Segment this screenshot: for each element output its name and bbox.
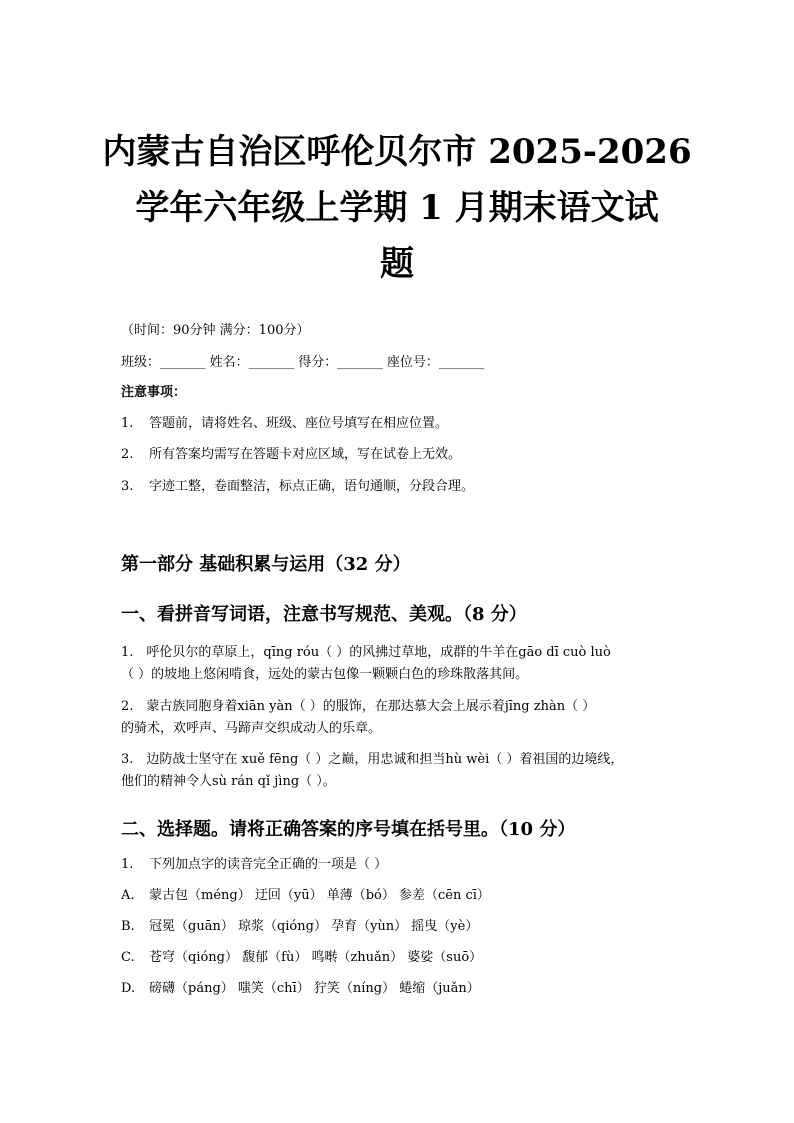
choice-option-a xyxy=(121,887,490,905)
section-heading-pinyin: 一、看拼音写词语，注意书写规范、美观。（8 分） xyxy=(121,604,527,625)
choice-question xyxy=(121,856,387,874)
option-text: 蒙古包（méng） 迂回（yū） 单薄（bó） 参差（cēn cī） xyxy=(149,888,490,903)
option-label: D. xyxy=(121,981,136,996)
exam-title xyxy=(60,124,734,292)
title-line-2: 学年六年级上学期 1 月期末语文试 xyxy=(135,188,659,228)
option-label: C. xyxy=(121,950,135,965)
question-line: （ ）的坡地上悠闲啃食，远处的蒙古包像一颗颗白色的珍珠散落其间。 xyxy=(121,667,529,682)
part-heading: 第一部分 基础积累与运用（32 分） xyxy=(121,554,411,575)
question-item xyxy=(121,749,691,793)
choice-option-b xyxy=(121,918,478,936)
option-label: A. xyxy=(121,888,135,903)
choice-option-d xyxy=(121,980,480,998)
rule-item xyxy=(121,415,448,433)
student-info-fields: 班级：_______ 姓名：_______ 得分：_______ 座位号：_______ xyxy=(121,355,485,370)
question-line: 2. 蒙古族同胞身着xiān yàn（ ）的服饰，在那达慕大会上展示着jīng zhàn（ ） xyxy=(121,699,596,714)
choice-option-c xyxy=(121,949,482,967)
rule-text: 所有答案均需写在答题卡对应区域，写在试卷上无效。 xyxy=(149,447,462,462)
rule-number: 1. xyxy=(121,416,134,431)
option-text: 冠冕（guān） 琼浆（qióng） 孕育（yùn） 摇曳（yè） xyxy=(149,919,479,934)
exam-time: （时间：90分钟 满分：100分） xyxy=(121,323,310,338)
option-label: B. xyxy=(121,919,135,934)
question-line: 他们的精神令人sù rán qǐ jìng（ ）。 xyxy=(121,774,336,789)
rule-text: 答题前，请将姓名、班级、座位号填写在相应位置。 xyxy=(149,416,449,431)
title-line-3: 题 xyxy=(380,244,414,284)
rule-text: 字迹工整，卷面整洁，标点正确，语句通顺，分段合理。 xyxy=(149,479,475,494)
rule-item xyxy=(121,478,474,496)
title-line-1: 内蒙古自治区呼伦贝尔市 2025-2026 xyxy=(102,132,692,172)
question-number: 1. xyxy=(121,857,134,872)
rule-item xyxy=(121,446,461,464)
rule-number: 2. xyxy=(121,447,134,462)
option-text: 磅礴（páng） 嗤笑（chī） 狞笑（níng） 蜷缩（juǎn） xyxy=(149,981,480,996)
question-text: 下列加点字的读音完全正确的一项是（ ） xyxy=(149,857,388,872)
question-line: 的骑术，欢呼声、马蹄声交织成动人的乐章。 xyxy=(121,721,382,736)
question-item xyxy=(121,696,691,740)
question-line: 3. 边防战士坚守在 xuě fēng（ ）之巅，用忠诚和担当hù wèi（ ）着祖国的边境线， xyxy=(121,752,624,767)
rule-number: 3. xyxy=(121,479,134,494)
section-heading-choice: 二、选择题。请将正确答案的序号填在括号里。（10 分） xyxy=(121,819,576,840)
question-item xyxy=(121,642,691,686)
notes-heading: 注意事项： xyxy=(121,385,187,400)
question-line: 1. 呼伦贝尔的草原上，qīng róu（ ）的风拂过草地，成群的牛羊在gāo dī cuò luò xyxy=(121,645,611,660)
option-text: 苍穹（qióng） 馥郁（fù） 鸣啭（zhuǎn） 婆娑（suō） xyxy=(149,950,483,965)
